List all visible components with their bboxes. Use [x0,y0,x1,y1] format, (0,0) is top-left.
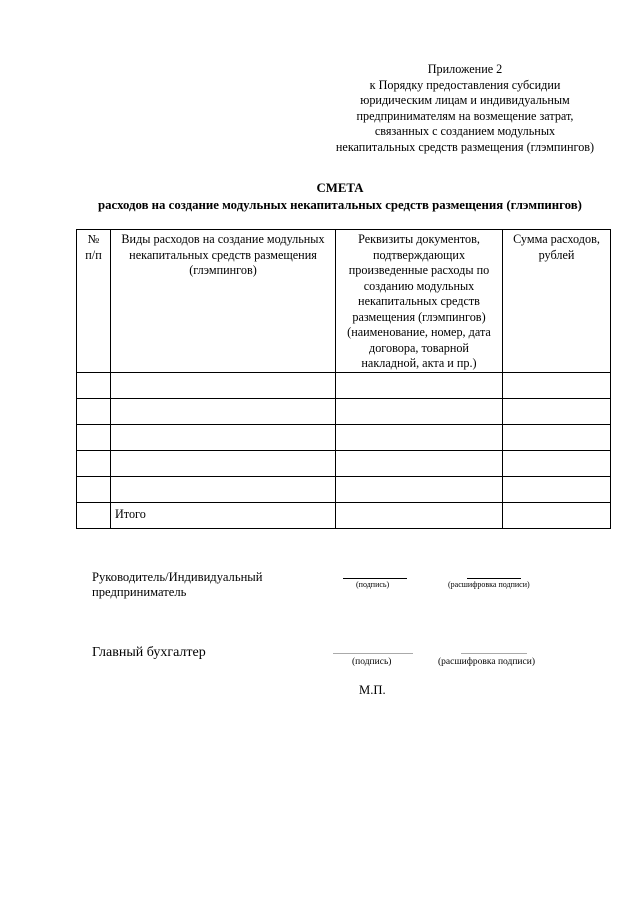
table-cell[interactable] [77,372,111,398]
head-decode-line[interactable] [467,578,521,579]
head-signature-label [92,570,263,600]
table-cell[interactable] [77,476,111,502]
table-cell[interactable] [111,424,336,450]
table-cell[interactable] [111,476,336,502]
table-row [77,424,611,450]
head-decode-hint: (расшифровка подписи) [448,580,530,589]
table-cell[interactable] [503,424,611,450]
appendix-line: к Порядку предоставления субсидии [369,77,561,92]
table-cell[interactable] [503,450,611,476]
table-cell[interactable] [77,502,111,528]
table-cell[interactable] [503,372,611,398]
header-expense-type: Виды расходов на создание модульных некапитальных средств размещения (глэмпингов) [111,230,336,373]
table-row [77,476,611,502]
table-cell[interactable] [336,450,503,476]
appendix-line: Приложение 2 [427,62,503,76]
total-row [77,502,611,528]
header-sum: Сумма расходов, рублей [503,230,611,373]
table-cell[interactable] [77,398,111,424]
appendix-line: юридическим лицам и индивидуальным [360,93,570,108]
table-header-row [77,230,611,373]
appendix-line: связанных с созданием модульных [374,124,556,139]
chief-decode-hint: (расшифровка подписи) [438,657,535,667]
table-cell[interactable] [336,476,503,502]
table-cell[interactable] [336,424,503,450]
appendix-header [300,62,630,156]
table-row [77,398,611,424]
stamp-placeholder: М.П. [359,683,386,697]
table-cell[interactable] [111,372,336,398]
head-signature-hint: (подпись) [356,580,390,589]
table-cell[interactable] [77,424,111,450]
chief-signature-line[interactable] [333,653,413,654]
table-cell[interactable] [111,450,336,476]
document-title [40,180,640,213]
header-number [77,230,111,373]
header-number-line-1: № [87,232,100,246]
table-cell[interactable] [503,476,611,502]
head-signature-line[interactable] [343,578,407,579]
table-row [77,450,611,476]
title-line-1: СМЕТА [316,181,364,195]
head-label-line-2: предприниматель [92,585,187,599]
table-cell[interactable] [503,398,611,424]
appendix-line: предпринимателям на возмещение затрат, [356,108,574,123]
total-sum-cell[interactable] [503,502,611,528]
estimate-table [76,229,611,529]
header-documents: Реквизиты документов, подтверждающих произведенные расходы по созданию модульных некапитальных средств размещения (глэмпингов) (наименование, номер, дата договора, товарной накладной, акта и пр.) [336,230,503,373]
table-cell[interactable] [77,450,111,476]
table-cell[interactable] [111,398,336,424]
table-row [77,372,611,398]
appendix-line: некапитальных средств размещения (глэмпингов) [335,139,595,154]
chief-signature-hint: (подпись) [352,657,392,667]
chief-decode-line[interactable] [461,653,527,654]
table-cell[interactable] [336,502,503,528]
title-line-2: расходов на создание модульных некапитальных средств размещения (глэмпингов) [98,197,582,212]
header-number-line-2: п/п [85,247,102,262]
table-cell[interactable] [336,398,503,424]
head-label-line-1: Руководитель/Индивидуальный [92,570,263,584]
table-cell[interactable] [336,372,503,398]
total-label: Итого [111,502,336,528]
chief-accountant-label: Главный бухгалтер [92,645,206,660]
